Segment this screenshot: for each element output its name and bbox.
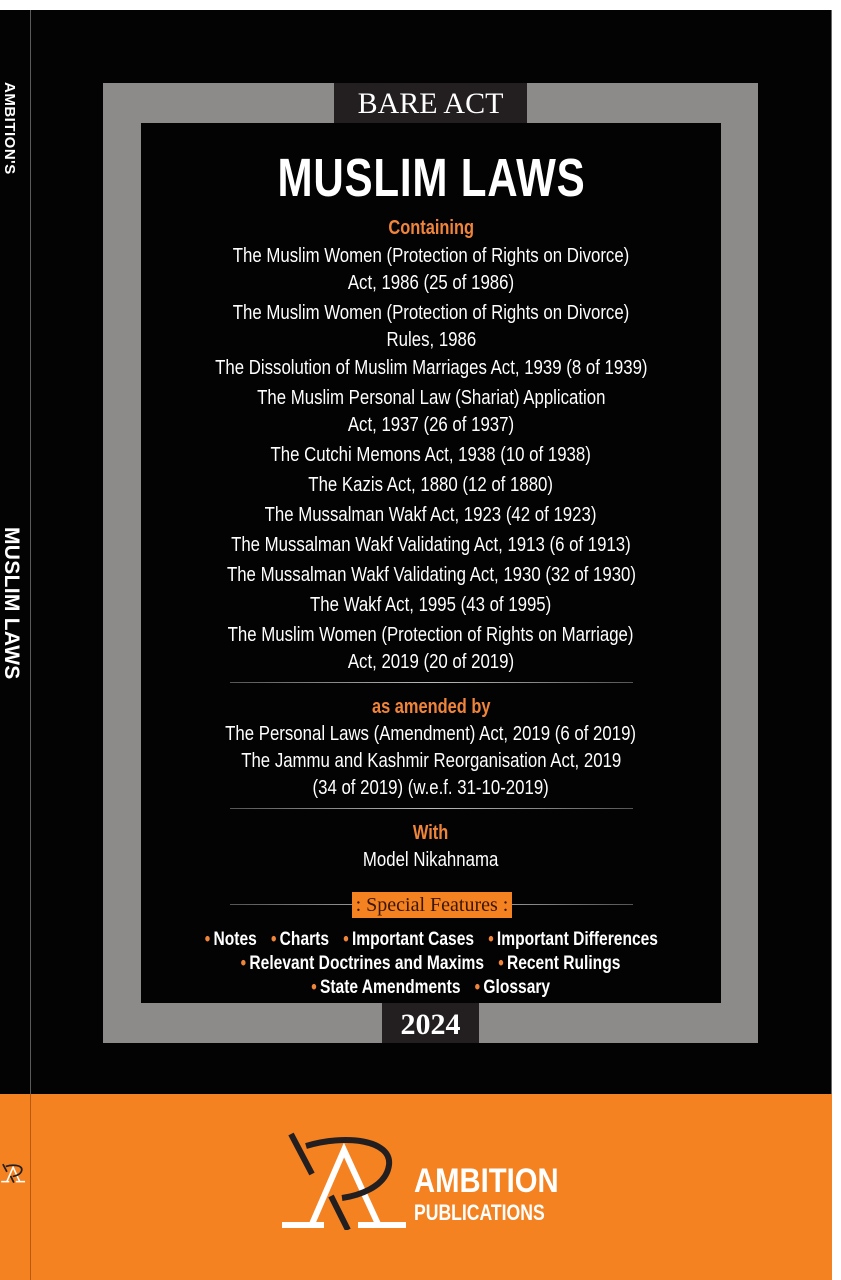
- content-line: Act, 1986 (25 of 1986): [347, 272, 515, 294]
- spine-divider-band: [30, 1094, 31, 1280]
- spine-title: MUSLIM LAWS: [0, 527, 23, 680]
- content-line: The Mussalman Wakf Act, 1923 (42 of 1923): [265, 504, 597, 526]
- edition-year: 2024: [382, 1003, 479, 1043]
- with-item: Model Nikahnama: [363, 849, 499, 871]
- features-row: [141, 977, 721, 999]
- publisher-logo-icon: [276, 1120, 411, 1230]
- features-row: [141, 929, 721, 951]
- separator-line: [230, 808, 633, 809]
- content-line: Act, 2019 (20 of 2019): [347, 651, 515, 673]
- bullet-icon: •: [270, 929, 277, 950]
- content-line: The Mussalman Wakf Validating Act, 1913 (6 of 1913): [231, 534, 631, 556]
- feature-item: Charts: [279, 929, 329, 950]
- amendment-line: The Jammu and Kashmir Reorganisation Act, 2019: [240, 750, 622, 772]
- content-line: The Cutchi Memons Act, 1938 (10 of 1938): [270, 444, 592, 466]
- content-line: The Muslim Women (Protection of Rights on Divorce): [232, 302, 630, 324]
- bullet-icon: •: [475, 977, 481, 998]
- cover-right-edge: [831, 10, 832, 1280]
- content-line: The Muslim Personal Law (Shariat) Application: [256, 387, 606, 409]
- content-line: The Mussalman Wakf Validating Act, 1930 (32 of 1930): [226, 564, 636, 586]
- feature-item: Important Cases: [351, 929, 474, 950]
- series-label: BARE ACT: [334, 83, 527, 123]
- feature-item: State Amendments: [320, 977, 461, 998]
- content-line: The Muslim Women (Protection of Rights on Marriage): [228, 624, 634, 646]
- publisher-name: AMBITION: [414, 1162, 559, 1200]
- content-line: The Muslim Women (Protection of Rights on Divorce): [232, 245, 630, 267]
- bullet-icon: •: [498, 953, 505, 974]
- content-line: Rules, 1986: [386, 329, 476, 351]
- content-line: The Wakf Act, 1995 (43 of 1995): [310, 594, 552, 616]
- book-title: MUSLIM LAWS: [276, 148, 586, 208]
- publisher-subtitle: PUBLICATIONS: [414, 1200, 545, 1225]
- content-line: The Kazis Act, 1880 (12 of 1880): [308, 474, 554, 496]
- bullet-icon: •: [204, 929, 210, 950]
- feature-item: Important Differences: [496, 929, 658, 950]
- feature-item: Recent Rulings: [507, 953, 621, 974]
- features-row: [141, 953, 721, 975]
- amended-heading: as amended by: [371, 696, 491, 718]
- feature-item: Notes: [213, 929, 257, 950]
- bullet-icon: •: [487, 929, 494, 950]
- spine-brand: AMBITION'S: [1, 82, 18, 175]
- bullet-icon: •: [342, 929, 349, 950]
- special-features-label: : Special Features :: [352, 892, 512, 918]
- feature-item: Glossary: [483, 977, 551, 998]
- content-line: Act, 1937 (26 of 1937): [347, 414, 515, 436]
- spine-logo-icon: [0, 1158, 26, 1186]
- amendment-line: The Personal Laws (Amendment) Act, 2019 (6 of 2019): [225, 723, 637, 745]
- bullet-icon: •: [241, 953, 247, 974]
- amendment-line: (34 of 2019) (w.e.f. 31-10-2019): [312, 777, 550, 799]
- with-heading: With: [413, 822, 449, 844]
- feature-item: Relevant Doctrines and Maxims: [249, 953, 485, 974]
- separator-line: [230, 682, 633, 683]
- spine-divider: [30, 10, 31, 1280]
- bullet-icon: •: [311, 977, 318, 998]
- content-line: The Dissolution of Muslim Marriages Act, 1939 (8 of 1939): [214, 357, 648, 379]
- containing-heading: Containing: [388, 217, 474, 239]
